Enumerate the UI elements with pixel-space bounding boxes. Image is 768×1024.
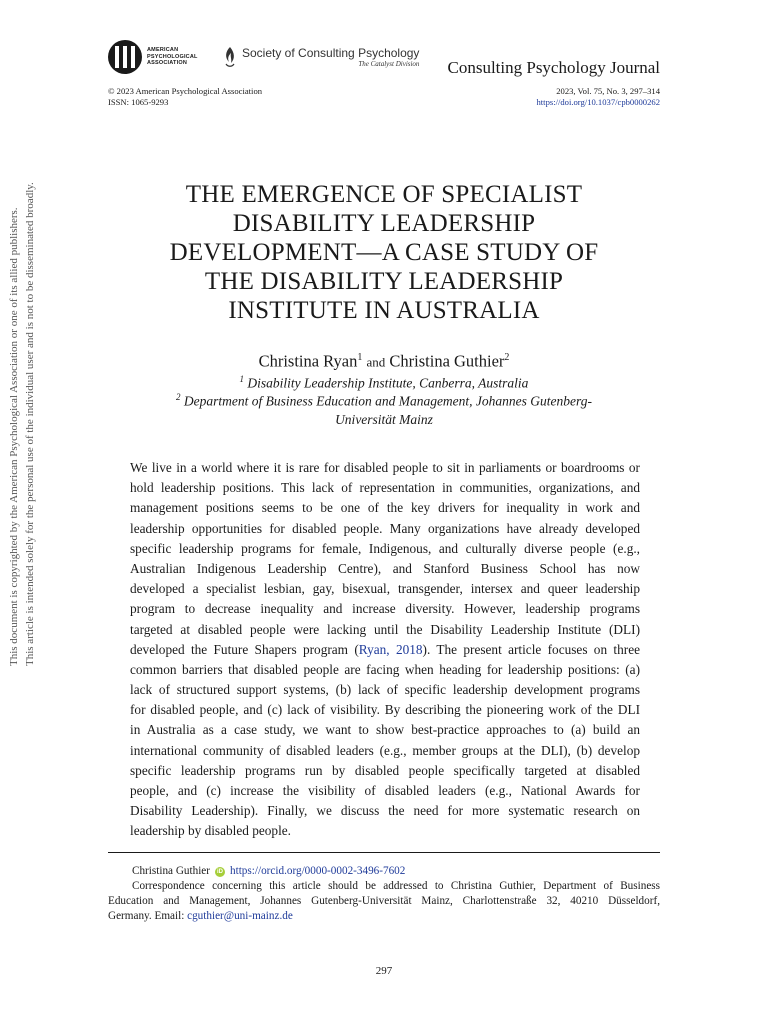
abstract-line: Disability Leadership). Finally, we discuss the need for more systematic research on xyxy=(130,803,640,819)
scp-flame-icon xyxy=(223,46,237,68)
copyright-line: © 2023 American Psychological Association xyxy=(108,86,263,96)
author-affil-marker: 1 xyxy=(357,352,363,363)
abstract-line: specific leadership programs for female, Indigenous, and culturally diverse people (e.g., xyxy=(130,540,640,556)
abstract-line: management positions seems to be one of the key drivers for inequality in work and xyxy=(130,500,640,516)
affiliation-2: $^2$ Department of Business Education and Management, Johannes Gutenberg- Universität Mainz xyxy=(175,392,593,427)
orcid-link[interactable]: https://orcid.org/0000-0002-3496-7602 xyxy=(230,865,406,877)
email-link[interactable]: cguthier@uni-mainz.de xyxy=(187,910,293,922)
article-meta xyxy=(108,86,660,108)
abstract-line: common barriers that disabled people are facing when heading for leadership positions: (a) xyxy=(130,661,640,677)
doi-link[interactable]: https://doi.org/10.1037/cpb0000262 xyxy=(536,96,660,107)
author-list xyxy=(108,348,660,373)
apa-logo-text: AMERICAN PSYCHOLOGICAL ASSOCIATION xyxy=(147,47,198,67)
author-name: Christina Ryan xyxy=(258,351,358,371)
title-line: INSTITUTE IN AUSTRALIA xyxy=(228,297,540,324)
footnote-divider xyxy=(108,852,660,853)
abstract-line: lack of structured support systems, (b) lack of specific leadership development programs xyxy=(130,682,640,698)
journal-header xyxy=(108,40,660,82)
abstract-line: people, and (c) increase the visibility of disabled leaders (e.g., National Awards for xyxy=(130,783,640,798)
abstract-line: for disabled people, and (c) lack of visibility. By describing the pioneering work of the DLI xyxy=(130,702,640,718)
abstract-line: targeted at disabled people were lacking until the Disability Leadership Institute (DLI) xyxy=(130,621,640,637)
correspondence-line: Education and Management, Johannes Gutenberg-Universität Mainz, Charlottenstraße 32, 40210 Düsseldorf, xyxy=(108,895,660,907)
abstract-line: Australian Indigenous Leadership Centre), and Stanford Business School has now xyxy=(130,560,640,576)
title-line: THE EMERGENCE OF SPECIALIST xyxy=(185,181,583,208)
orcid-author-name: Christina Guthier xyxy=(132,865,210,877)
journal-title: Consulting Psychology Journal xyxy=(447,58,660,77)
abstract-line: leadership opportunities for disabled people. Many organizations have already developed xyxy=(130,520,640,536)
scp-subtitle: The Catalyst Division xyxy=(358,60,420,68)
abstract-line: developed a specialist lesbian, gay, bisexual, transgender, intersex and queer leadership xyxy=(130,581,640,597)
abstract-line: specific leadership programs run by disabled people specifically targeted at disabled xyxy=(130,762,640,778)
abstract-line: program to decrease inequality and increase diversity. However, leadership programs xyxy=(130,601,640,617)
article-title xyxy=(130,180,638,325)
title-line: THE DISABILITY LEADERSHIP xyxy=(204,268,564,295)
abstract xyxy=(130,458,640,842)
orcid-line xyxy=(108,864,660,879)
author-name: Christina Guthier xyxy=(389,351,505,371)
copyright-side-notice xyxy=(6,0,38,666)
author-affil-marker: 2 xyxy=(504,352,510,363)
abstract-line: hold leadership positions. This lack of representation in communities, organizations, and xyxy=(130,480,640,496)
abstract-line: leadership by disabled people. xyxy=(130,823,291,839)
citation-link-ryan-2018[interactable]: Ryan, 2018 xyxy=(358,641,423,657)
abstract-line: international community of disabled leaders (e.g., member groups at the DLI), (b) develop xyxy=(130,742,640,758)
orcid-icon: iD xyxy=(217,868,223,875)
title-line: DEVELOPMENT—A CASE STUDY OF xyxy=(169,239,599,266)
abstract-line: in Australia as a case study, we want to show best-practice approaches to (a) build an xyxy=(130,722,640,738)
citation-line: 2023, Vol. 75, No. 3, 297–314 xyxy=(556,86,660,96)
page-number: 297 xyxy=(375,965,393,977)
apa-logo-icon xyxy=(108,40,142,74)
footnote xyxy=(108,864,660,924)
side-notice-line-1: This document is copyrighted by the American Psychological Association or one of its allied publishers. xyxy=(8,207,20,666)
correspondence-line: Germany. Email: cguthier@uni-mainz.de xyxy=(108,910,293,922)
abstract-line: developed the Future Shapers program (Ryan, 2018). The present article focuses on three xyxy=(130,641,641,657)
author-conjunction: and xyxy=(366,354,386,370)
correspondence-line: Correspondence concerning this article should be addressed to Christina Guthier, Department of Business xyxy=(132,880,660,892)
title-line: DISABILITY LEADERSHIP xyxy=(232,210,536,237)
apa-logo xyxy=(108,40,198,74)
affiliation-1: $^1$ Disability Leadership Institute, Canberra, Australia xyxy=(239,374,529,391)
side-notice-line-2: This article is intended solely for the personal use of the individual user and is not to be disseminated broadly. xyxy=(24,182,36,666)
scp-logo xyxy=(223,46,419,69)
abstract-line: We live in a world where it is rare for disabled people to sit in parliaments or boardrooms or xyxy=(130,460,640,475)
scp-name: Society of Consulting Psychology xyxy=(242,46,420,60)
issn-line: ISSN: 1065-9293 xyxy=(108,96,169,107)
